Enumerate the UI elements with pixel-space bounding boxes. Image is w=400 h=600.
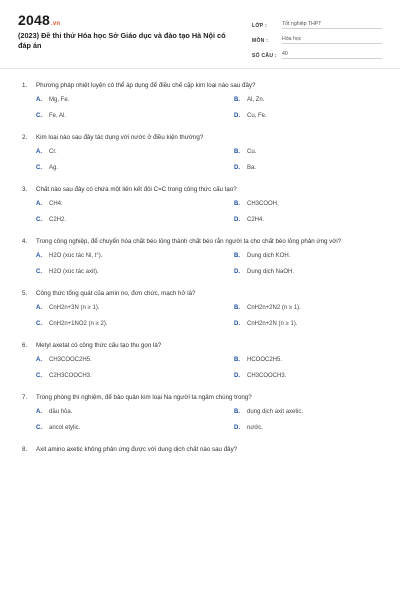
answer-options (36, 201, 376, 223)
option-letter: B. (234, 201, 240, 207)
answer-option[interactable] (206, 373, 376, 379)
option-letter: D. (234, 113, 240, 119)
option-text: C2H3COOCH3. (49, 373, 92, 379)
option-letter: D. (234, 269, 240, 275)
answer-option[interactable] (36, 253, 206, 259)
question-text: Công thức tổng quát của amin no, đơn chức, mạch hở là? (36, 290, 196, 297)
answer-option[interactable] (206, 113, 376, 119)
question-text-row (22, 185, 376, 194)
meta-row-class (252, 14, 382, 29)
question-text: Axit amino axetic không phản ứng được với dung dịch chất nào sau đây? (36, 446, 238, 453)
question-number: 1. (22, 82, 28, 89)
question-item (22, 445, 376, 454)
question-item (22, 237, 376, 275)
answer-option[interactable] (206, 149, 376, 155)
answer-option[interactable] (206, 201, 376, 207)
question-number: 7. (22, 394, 28, 401)
question-text: Phương pháp nhiệt luyện có thể áp dụng để điều chế cặp kim loại nào sau đây? (36, 82, 256, 89)
option-letter: A. (36, 409, 42, 415)
option-text: CH4. (49, 201, 63, 207)
option-text: Cr. (49, 149, 57, 155)
exam-header (0, 0, 400, 69)
option-text: Ag. (49, 165, 59, 171)
question-number: 5. (22, 290, 28, 297)
option-text: Cu, Fe. (247, 113, 267, 119)
question-text-row (22, 341, 376, 350)
option-text: ancol etylic. (49, 425, 81, 431)
answer-options (36, 97, 376, 119)
answer-option[interactable] (36, 409, 206, 415)
option-text: CnH2n+2N (n ≥ 1). (247, 321, 298, 327)
answer-option[interactable] (206, 269, 376, 275)
answer-option[interactable] (206, 357, 376, 363)
question-item (22, 185, 376, 223)
answer-option[interactable] (206, 165, 376, 171)
option-letter: A. (36, 201, 42, 207)
answer-options (36, 149, 376, 171)
answer-option[interactable] (36, 305, 206, 311)
meta-label: MÔN : (252, 38, 269, 44)
option-letter: B. (234, 409, 240, 415)
question-text: Trong công nghiệp, để chuyển hóa chất béo lỏng thành chất béo rắn người ta cho chất béo lỏng phản ứng với? (36, 238, 342, 245)
answer-options (36, 409, 376, 431)
question-text-row (22, 393, 376, 402)
answer-option[interactable] (36, 149, 206, 155)
option-text: HCOOC2H5. (247, 357, 283, 363)
option-letter: D. (234, 321, 240, 327)
meta-label: LỚP : (252, 23, 268, 29)
question-number: 6. (22, 342, 28, 349)
option-letter: C. (36, 269, 42, 275)
option-text: Dung dịch NaOH. (247, 269, 295, 275)
logo-suffix: .vn (50, 21, 61, 27)
option-letter: B. (234, 305, 240, 311)
answer-option[interactable] (36, 113, 206, 119)
option-letter: D. (234, 373, 240, 379)
question-text-row (22, 133, 376, 142)
question-list (0, 69, 400, 454)
option-letter: C. (36, 113, 42, 119)
question-number: 2. (22, 134, 28, 141)
option-text: Ba. (247, 165, 257, 171)
option-text: Al, Zn. (247, 97, 265, 103)
option-letter: C. (36, 321, 42, 327)
option-letter: A. (36, 357, 42, 363)
option-text: H2O (xúc tác Ni, t°). (49, 253, 103, 259)
option-text: C2H2. (49, 217, 67, 223)
meta-value: 40 (282, 51, 382, 59)
option-text: Cu. (247, 149, 257, 155)
option-text: C2H4. (247, 217, 265, 223)
option-text: nước. (247, 425, 263, 431)
question-text-row (22, 445, 376, 454)
option-text: dầu hỏa. (49, 409, 73, 415)
answer-option[interactable] (36, 425, 206, 431)
answer-option[interactable] (36, 373, 206, 379)
question-text-row (22, 81, 376, 90)
logo-main: 2048 (18, 12, 50, 28)
option-letter: D. (234, 425, 240, 431)
option-letter: B. (234, 253, 240, 259)
option-text: Fe, Al. (49, 113, 67, 119)
option-text: CnH2n+1NO2 (n ≥ 2). (49, 321, 108, 327)
option-text: CH3COOCH3. (247, 373, 287, 379)
option-text: CH3COOC2H5. (49, 357, 92, 363)
option-letter: C. (36, 165, 42, 171)
meta-value: Tốt nghiệp THPT (282, 21, 382, 29)
meta-label: SỐ CÂU : (252, 53, 277, 59)
answer-option[interactable] (206, 321, 376, 327)
option-letter: A. (36, 97, 42, 103)
question-item (22, 81, 376, 119)
option-letter: C. (36, 373, 42, 379)
answer-option[interactable] (36, 357, 206, 363)
question-number: 4. (22, 238, 28, 245)
meta-value: Hóa học (282, 36, 382, 44)
option-text: CnH2n+2N2 (n ≥ 1). (247, 305, 301, 311)
question-item (22, 289, 376, 327)
question-number: 8. (22, 446, 28, 453)
answer-option[interactable] (36, 217, 206, 223)
question-text-row (22, 289, 376, 298)
question-item (22, 341, 376, 379)
answer-option[interactable] (36, 165, 206, 171)
question-text-row (22, 237, 376, 246)
question-text: Trong phòng thí nghiệm, để bảo quản kim loại Na người ta ngâm chúng trong? (36, 394, 252, 401)
option-letter: A. (36, 253, 42, 259)
option-letter: A. (36, 149, 42, 155)
answer-options (36, 253, 376, 275)
option-letter: B. (234, 357, 240, 363)
answer-option[interactable] (206, 305, 376, 311)
question-item (22, 393, 376, 431)
answer-options (36, 305, 376, 327)
option-text: CnH2n+3N (n ≥ 1). (49, 305, 100, 311)
option-letter: B. (234, 97, 240, 103)
answer-option[interactable] (206, 425, 376, 431)
answer-option[interactable] (206, 253, 376, 259)
option-letter: D. (234, 217, 240, 223)
answer-option[interactable] (36, 321, 206, 327)
option-letter: B. (234, 149, 240, 155)
answer-option[interactable] (36, 201, 206, 207)
answer-option[interactable] (206, 217, 376, 223)
option-letter: C. (36, 425, 42, 431)
answer-option[interactable] (206, 409, 376, 415)
option-text: CH3COOH. (247, 201, 279, 207)
answer-option[interactable] (36, 269, 206, 275)
option-letter: C. (36, 217, 42, 223)
option-text: dung dịch axit axetic. (247, 409, 304, 415)
answer-option[interactable] (206, 97, 376, 103)
site-logo[interactable] (18, 12, 60, 28)
exam-title: (2023) Đề thi thử Hóa học Sở Giáo dục và đào tạo Hà Nội có đáp án (18, 31, 226, 50)
question-text: Metyl axetat có công thức cấu tạo thu gọn là? (36, 342, 162, 349)
question-text: Chất nào sau đây có chứa một liên kết đôi C=C trong công thức cấu tạo? (36, 186, 237, 193)
question-text: Kim loại nào sau đây tác dụng với nước ở điều kiện thường? (36, 134, 204, 141)
meta-row-count (252, 44, 382, 59)
option-text: Dung dịch KOH. (247, 253, 291, 259)
option-letter: A. (36, 305, 42, 311)
answer-option[interactable] (36, 97, 206, 103)
meta-row-subject (252, 29, 382, 44)
option-text: Mg, Fe. (49, 97, 70, 103)
question-item (22, 133, 376, 171)
exam-meta (252, 14, 382, 59)
option-letter: D. (234, 165, 240, 171)
option-text: H2O (xúc tác axit). (49, 269, 99, 275)
answer-options (36, 357, 376, 379)
question-number: 3. (22, 186, 28, 193)
